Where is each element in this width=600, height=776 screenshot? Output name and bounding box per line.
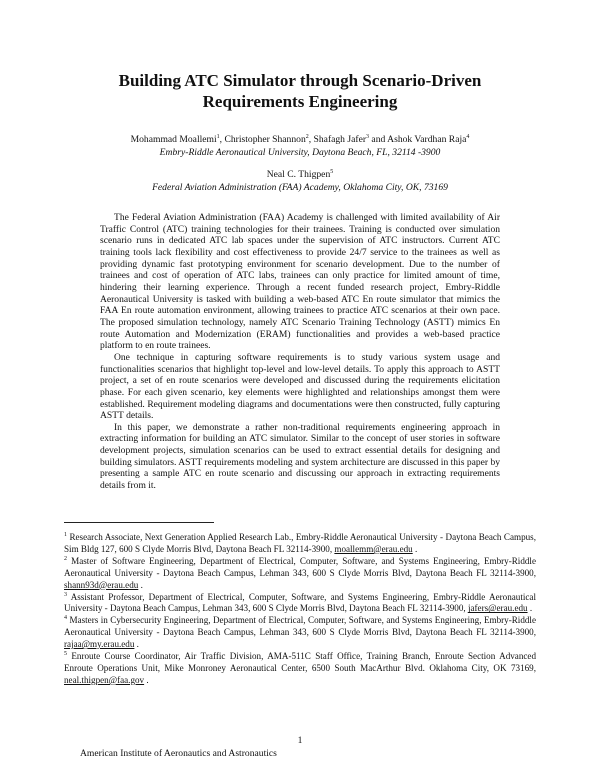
author-mark: 3: [366, 133, 370, 140]
abstract: [100, 212, 500, 492]
footnote-mark: 2: [64, 555, 67, 562]
page-number: 1: [297, 735, 303, 746]
footnote-mark: 5: [64, 651, 67, 658]
affiliation-faa: Federal Aviation Administration (FAA) Academy, Oklahoma City, OK, 73169: [152, 182, 448, 193]
footnote-text: Enroute Course Coordinator, Air Traffic Division, AMA-511C Staff Office, Training Branch, Enroute Section Advanced Enroute Operations Unit, Mike Monroney Aeronautical Center, 6500 South MacArthur Blvd. Oklahoma City, OK 73169,: [64, 651, 536, 673]
footnote-mark: 3: [64, 591, 67, 598]
author-list: Mohammad Moallemi$^1$, Christopher Shannon$^2$, Shafagh Jafer$^3$ and Ashok Vardhan Raja$^4$: [130, 133, 470, 145]
footnote-mark: 1: [64, 531, 67, 538]
author-mark: 2: [305, 133, 309, 140]
affiliation-erau: Embry-Riddle Aeronautical University, Daytona Beach, FL, 32114 -3900: [159, 147, 441, 158]
footnote-5: $^5$ Enroute Course Coordinator, Air Traffic Division, AMA-511C Staff Office, Training Branch, Enroute Section Advanced Enroute Operations Unit, Mike Monroney Aeronautical Center, 6500 South MacArthur Blvd. Oklahoma City, OK 73169, neal.thigpen@faa.gov .: [64, 651, 536, 685]
footnote-email-link[interactable]: jafers@erau.edu: [467, 603, 528, 614]
author-thigpen: [60, 168, 540, 181]
author-mark: 4: [466, 133, 470, 140]
footnote-text: Research Associate, Next Generation Applied Research Lab., Embry-Riddle Aeronautical University - Daytona Beach Campus, Sim Bldg 127, 600 S Clyde Morris Blvd, Daytona Beach FL 32114-3900,: [64, 532, 536, 554]
author-mark: 1: [216, 133, 220, 140]
footnote-1: $^1$ Research Associate, Next Generation Applied Research Lab., Embry-Riddle Aeronautical University - Daytona Beach Campus, Sim Bldg 127, 600 S Clyde Morris Blvd, Daytona Beach FL 32114-3900, moallemm@erau.edu .: [64, 531, 536, 554]
abstract-paragraph-1: The Federal Aviation Administration (FAA) Academy is challenged with limited availability of Air Traffic Control (ATC) training technologies for their trainees. Training is conducted over simulation scenario runs in dedicated ATC lab spaces under the supervision of ATC instructors. Current ATC training tools lack flexibility and cost effectiveness to provide 24/7 service to the trainees as well as providing dynamic fast prototyping environment for scenario development. Due to the number of trainees and cost of operation of ATC labs, trainees can only practice for limited amount of time, hindering their learning experience. Through a recent funded research project, Embry-Riddle Aeronautical University is tasked with building a web-based ATC En route simulator that mimics the FAA En route automation environment, allowing trainees to practice ATC scenarios at their own pace. The proposed simulation technology, namely ATC Scenario Training Technology (ASTT) mimics En route Automation and Modernization (ERAM) functionalities and provides a web-based practice platform to en route trainees.: [100, 212, 500, 352]
footnote-email-link[interactable]: rajaa@my.erau.edu: [64, 639, 135, 650]
footnote-text: Masters in Cybersecurity Engineering, Department of Electrical, Computer, Software, and Systems Engineering, Embry-Riddle Aeronautical University - Daytona Beach Campus, Lehman 343, 600 S Clyde Morris Blvd, Daytona Beach FL 32114-3900,: [64, 615, 536, 638]
abstract-paragraph-3: In this paper, we demonstrate a rather non-traditional requirements engineering approach in extracting information for building an ATC simulator. Similar to the concept of user stories in software development projects, simulation scenarios can be used to extract essential details for designing and building simulators. ASTT requirements modeling and system architecture are discussed in this paper by presenting a sample ATC en route scenario and discussing our approach in extracting requirements details from it.: [100, 421, 500, 492]
footnote-email-link[interactable]: moallemm@erau.edu: [334, 543, 413, 554]
footnote-email-link[interactable]: shann93d@erau.edu: [64, 579, 139, 590]
footnote-2: $^2$ Master of Software Engineering, Department of Electrical, Computer, Software, and Systems Engineering, Embry-Riddle Aeronautical University - Daytona Beach Campus, Lehman 343, 600 S Clyde Morris Blvd, Daytona Beach FL 32114-3900, shann93d@erau.edu .: [64, 555, 536, 590]
footnote-email-link[interactable]: neal.thigpen@faa.gov: [64, 674, 145, 685]
footnote-3: $^3$ Assistant Professor, Department of Electrical, Computer, Software, and Systems Engineering, Embry-Riddle Aeronautical University - Daytona Beach Campus, Lehman 343, 600 S Clyde Morris Blvd, Daytona Beach FL 32114-3900, jafers@erau.edu .: [64, 591, 536, 614]
paper-title: [60, 70, 540, 112]
author-name: Neal C. Thigpen: [266, 169, 331, 180]
publisher-footer: American Institute of Aeronautics and Astronautics: [80, 748, 277, 759]
author-name: Ashok Vardhan Raja: [387, 134, 467, 145]
title-line-1: Building ATC Simulator through Scenario-Driven: [118, 71, 482, 90]
footnote-divider: [64, 522, 214, 523]
footnotes: [64, 532, 536, 687]
title-line-2: Requirements Engineering: [202, 92, 398, 111]
author-mark: 5: [330, 168, 334, 175]
author-name: Mohammad Moallemi: [130, 134, 217, 145]
abstract-paragraph-2: One technique in capturing software requirements is to study various system usage and functionalities scenarios that highlight top-level and low-level details. To apply this approach to ASTT project, a set of en route scenarios were developed and discussed during the requirements elicitation phase. For each given scenario, key elements were highlighted and relationships amongst them were established. Requirement modeling diagrams and documentations were then constructed, fully capturing ASTT details.: [100, 351, 500, 422]
author-name: Shafagh Jafer: [313, 134, 367, 145]
author-name: Christopher Shannon: [224, 134, 306, 145]
footnote-text: Master of Software Engineering, Department of Electrical, Computer, Software, and Systems Engineering, Embry-Riddle Aeronautical University - Daytona Beach Campus, Lehman 343, 600 S Clyde Morris Blvd, Daytona Beach FL 32114-3900,: [64, 555, 536, 578]
footnote-text: Assistant Professor, Department of Electrical, Computer, Software, and Systems Engineering, Embry-Riddle Aeronautical University - Daytona Beach Campus, Lehman 343, 600 S Clyde Morris Blvd, Daytona Beach FL 32114-3900,: [64, 591, 536, 614]
footnote-mark: 4: [64, 615, 67, 622]
footnote-4: $^4$ Masters in Cybersecurity Engineering, Department of Electrical, Computer, Software, and Systems Engineering, Embry-Riddle Aeronautical University - Daytona Beach Campus, Lehman 343, 600 S Clyde Morris Blvd, Daytona Beach FL 32114-3900, rajaa@my.erau.edu .: [64, 615, 536, 650]
